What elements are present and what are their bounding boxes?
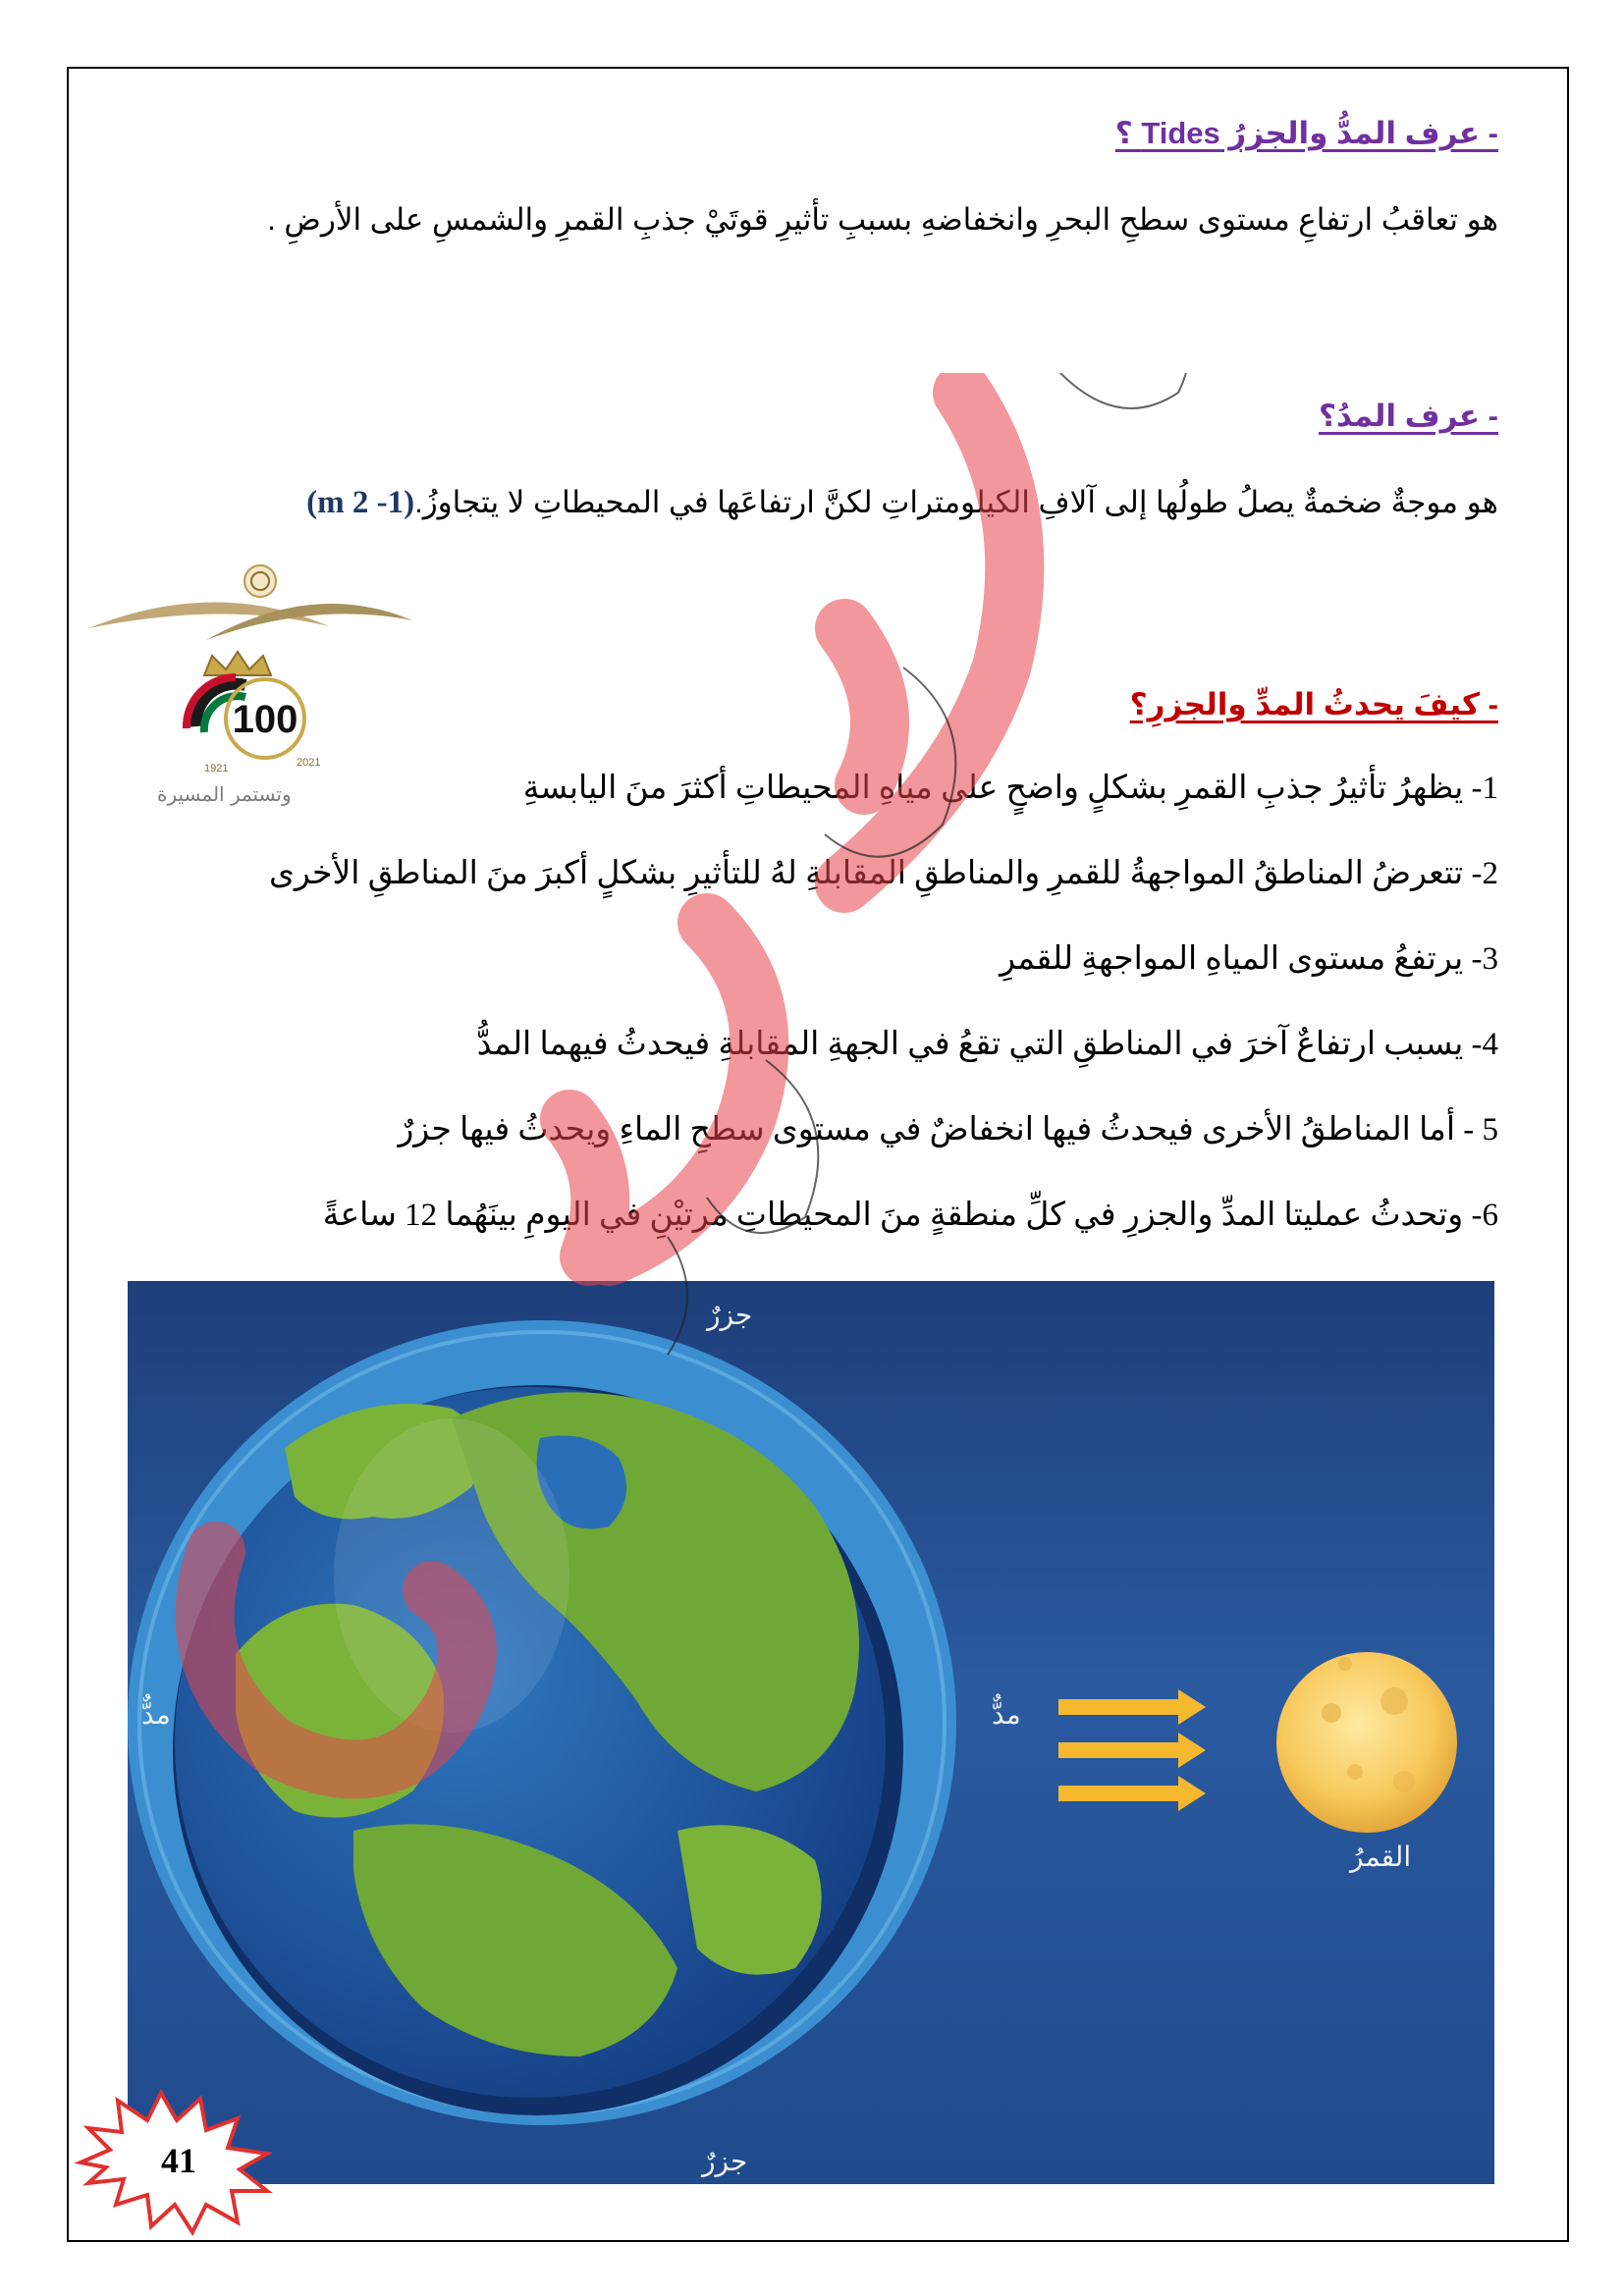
earth-globe bbox=[173, 1385, 903, 2115]
high-tide-label-right: مدٌّ bbox=[992, 1698, 1021, 1731]
crown-icon bbox=[204, 652, 271, 675]
low-tide-label-bottom: جزرٌ bbox=[702, 2145, 748, 2177]
high-tide-measure: (1- 2 m) bbox=[306, 485, 415, 520]
centenary-logo bbox=[88, 560, 412, 815]
list-item: 6- وتحدثُ عمليتا المدِّ والجزرِ في كلِّ منطقةٍ منَ المحيطاتِ مرتيْنِ في اليومِ بينَهُما 12 ساعةً bbox=[322, 1198, 1498, 1233]
tides-diagram bbox=[128, 1281, 1494, 2184]
logo-year-left: 1921 bbox=[204, 763, 229, 774]
high-tide-label-left: مدٌّ bbox=[141, 1698, 171, 1731]
high-tide-heading: - عرف المدُ؟ bbox=[1319, 399, 1498, 433]
page-number: 41 bbox=[161, 2141, 196, 2180]
tides-diagram-graphic bbox=[128, 1281, 1494, 2184]
list-item: 2- تتعرضُ المناطقُ المواجهةُ للقمرِ والمناطقِ المقابلةِ لهُ للتأثيرِ بشكلٍ أكبرَ منَ المناطقِ الأخرى bbox=[269, 856, 1498, 891]
low-tide-label-top: جزرٌ bbox=[707, 1299, 753, 1331]
crest-emblem bbox=[244, 565, 276, 597]
logo-year-right: 2021 bbox=[297, 757, 321, 769]
high-tide-text bbox=[306, 485, 1498, 521]
tides-definition-heading: - عرف المدُّ والجزرُ Tides ؟ bbox=[1114, 116, 1498, 150]
arrow-icon bbox=[1058, 1733, 1206, 1768]
list-item: 5 - أما المناطقُ الأخرى فيحدثُ فيها انخفاضٌ في مستوى سطحِ الماءِ ويحدثُ فيها جزرٌ bbox=[398, 1112, 1498, 1148]
tides-definition-text: هو تعاقبُ ارتفاعِ مستوى سطحِ البحرِ وانخفاضهِ بسببِ تأثيرِ قوتَيْ جذبِ القمرِ والشمسِ على الأرضِ . bbox=[267, 202, 1498, 237]
list-item: 4- يسبب ارتفاعٌ آخرَ في المناطقِ التي تقعُ في الجهةِ المقابلةِ فيحدثُ فيهما المدُّ bbox=[476, 1027, 1498, 1062]
arrow-icon bbox=[1058, 1776, 1206, 1811]
arrow-icon bbox=[1058, 1689, 1206, 1725]
how-tides-heading: - كيفَ يحدثُ المدِّ والجزرِ؟ bbox=[1129, 687, 1498, 721]
logo-caption: وتستمر المسيرة bbox=[157, 782, 292, 806]
high-tide-sentence: هو موجةٌ ضخمةٌ يصلُ طولُها إلى آلافِ الكيلومتراتِ لكنَّ ارتفاعَها في المحيطاتِ لا يتجاوزُ. bbox=[414, 485, 1498, 519]
list-item: 3- يرتفعُ مستوى المياهِ المواجهةِ للقمرِ bbox=[1000, 941, 1498, 977]
moon bbox=[1276, 1652, 1457, 1833]
list-item: 1- يظهرُ تأثيرُ جذبِ القمرِ بشكلٍ واضحٍ على مياهِ المحيطاتِ أكثرَ منَ اليابسةِ bbox=[522, 771, 1498, 806]
gravity-arrows bbox=[1058, 1689, 1206, 1811]
logo-number: 100 bbox=[232, 698, 298, 741]
moon-label: القمرُ bbox=[1350, 1841, 1412, 1873]
